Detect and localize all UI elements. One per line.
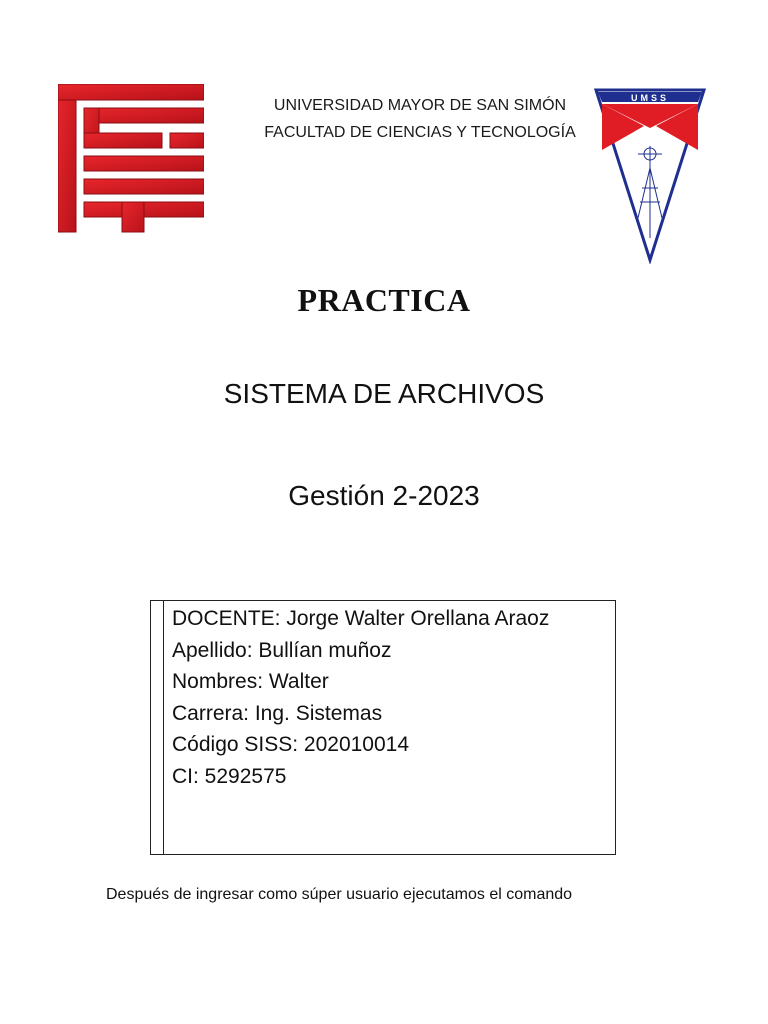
info-box-divider [163,601,164,854]
gestion-label: Gestión 2-2023 [288,480,480,511]
codigo-line: Código SISS: 202010014 [172,733,410,756]
umss-shield-text: UMSS [630,93,670,103]
document-subtitle: SISTEMA DE ARCHIVOS [223,378,545,409]
fcyt-logo [58,84,204,234]
student-info-box [150,600,616,855]
umss-shield-logo [594,88,706,264]
document-title: PRACTICA [297,282,471,318]
university-header [220,92,620,146]
nombres-line: Nombres: Walter [172,670,329,693]
body-paragraph: Después de ingresar como súper usuario ejecutamos el comando [106,886,573,903]
university-name: UNIVERSIDAD MAYOR DE SAN SIMÓN [273,97,567,114]
carrera-line: Carrera: Ing. Sistemas [172,701,383,725]
docente-line: DOCENTE: Jorge Walter Orellana Araoz [172,607,550,630]
faculty-name: FACULTAD DE CIENCIAS Y TECNOLOGÍA [264,124,576,141]
apellido-line: Apellido: Bullían muñoz [172,638,392,662]
ci-line: CI: 5292575 [172,764,287,788]
